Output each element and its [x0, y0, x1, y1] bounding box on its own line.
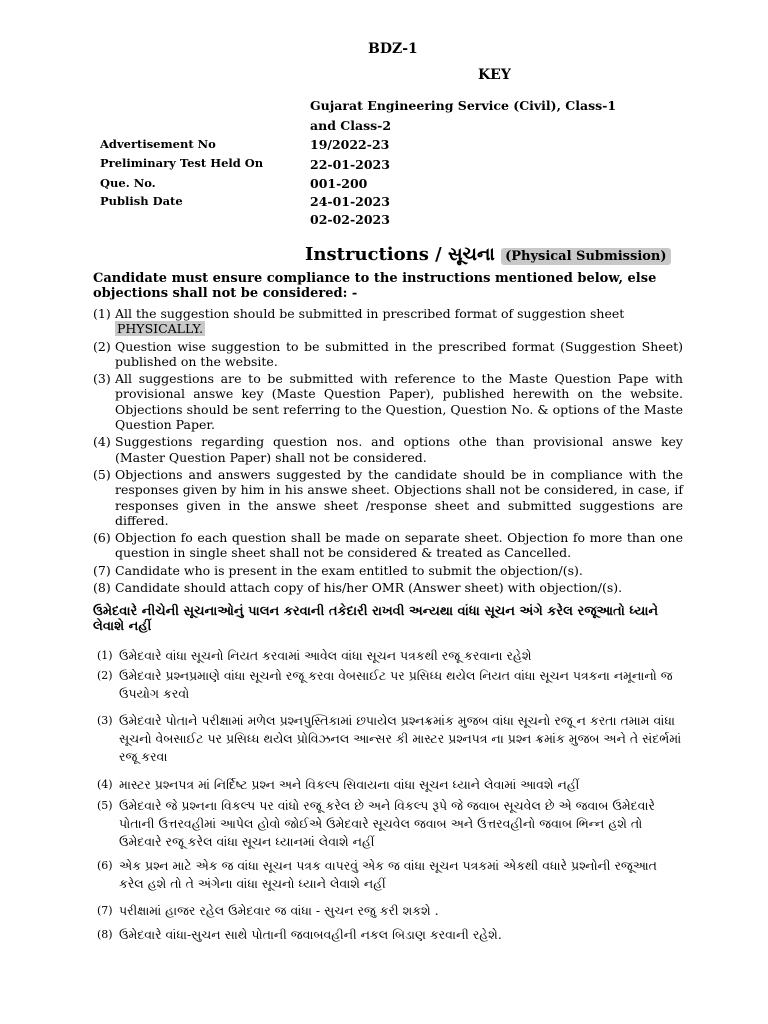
publish-label: Publish Date: [100, 194, 183, 208]
instruction-text: Objection fo each question shall be made on separate sheet. Objection fo more than one question in single sheet shall not be considered & treated as Cancelled.: [115, 530, 683, 561]
instruction-number: (2): [93, 338, 111, 354]
instruction-text: All the suggestion should be submitted in prescribed format of suggestion sheet: [115, 306, 625, 321]
instruction-number: (5): [93, 466, 111, 482]
instruction-text: All suggestions are to be submitted with reference to the Maste Question Pape with provisional answe key (Maste Question Paper), published herewith on the website. Objections should be sent referring to the Question, Question No. & options of the Maste Question Paper.: [115, 371, 683, 433]
instruction-number: (6): [93, 530, 111, 546]
que-label: Que. No.: [100, 176, 156, 190]
gujarati-item-number: (6): [97, 859, 113, 872]
gujarati-item-number: (8): [97, 928, 113, 941]
instruction-item: [93, 306, 683, 337]
exam-title: Gujarat Engineering Service (Civil), Class-1 and Class-2: [310, 98, 617, 133]
gujarati-item-text: પરીક્ષામાં હાજર રહેલ ઉમેદવાર જ વાંધા - સુચન રજુ કરી શકશે .: [119, 903, 439, 918]
prelim-label: Preliminary Test Held On: [100, 156, 264, 170]
instruction-text: Suggestions regarding question nos. and options othe than provisional answe key (Master Question Paper) shall not be considered.: [115, 434, 683, 465]
instruction-number: (8): [93, 580, 111, 596]
gujarati-item-number: (3): [97, 714, 113, 727]
instruction-number: (3): [93, 371, 111, 387]
gujarati-item-text: ઉમેદવારે વાંધા સૂચનો નિયત કરવામાં આવેલ વાંધા સૂચન પત્રકથી રજૂ કરવાના રહેશે: [119, 648, 532, 663]
gujarati-item-text: ઉમેદવારે પોતાને પરીક્ષામાં મળેલ પ્રશ્નપુસ્તિકામાં છપાયેલ પ્રશ્નક્રમાંક મુજબ વાંધા સૂચનો રજૂ ન કરતા તમામ વાંધા સૂચનો વેબસાઈટ પર પ્રસિધ્ધ થયેલ પ્રોવિઝનલ આન્સર કી માસ્ટર પ્રશ્નપત્ર ના પ્રશ્ન ક્રમાંક મુજબ અને તે સંદર્ભમાં રજૂ કરવા: [119, 713, 682, 764]
instruction-item: [93, 371, 683, 432]
gujarati-item-text: ઉમેદવારે વાંધા-સુચન સાથે પોતાની જવાબવહીની નકલ બિડાણ કરવાની રહેશે.: [119, 927, 502, 942]
gujarati-item-text: એક પ્રશ્ન માટે એક જ વાંધા સૂચન પત્રક વાપરવું એક જ વાંધા સૂચન પત્રકમાં એકથી વધારે પ્રશ્નોની રજૂઆત કરેલ હશે તો તે અંગેના વાંધા સૂચનો ધ્યાને લેવાશે નહીં: [119, 858, 657, 891]
instruction-text: Candidate who is present in the exam entitled to submit the objection/(s).: [115, 562, 583, 578]
gujarati-item-text: માસ્ટર પ્રશ્નપત્ર માં નિર્દિષ્ટ પ્રશ્ન અને વિકલ્પ સિવાયના વાંધા સૂચન ધ્યાને લેવામાં આવશે નહીં: [119, 777, 580, 792]
que-value: 001-200: [310, 176, 368, 191]
advertisement-value: 19/2022-23: [310, 137, 390, 152]
instruction-item: [93, 563, 683, 578]
instructions-heading: [305, 244, 671, 265]
instruction-number: (7): [93, 562, 111, 578]
instructions-title: Instructions / સૂચના: [305, 244, 495, 265]
extra-date: 02-02-2023: [310, 212, 390, 227]
key-label: KEY: [478, 67, 511, 83]
advertisement-label: Advertisement No: [100, 137, 216, 151]
gujarati-item-number: (1): [97, 649, 113, 662]
gujarati-item-number: (5): [97, 799, 113, 812]
instruction-number: (1): [93, 306, 111, 321]
instruction-text: Objections and answers suggested by the candidate should be in compliance with the responses given by him in his answe sheet. Objections shall not be considered, in case, if responses given in the answe sheet /response sheet and submitted suggestions are differed.: [115, 466, 683, 528]
instructions-list: [93, 306, 683, 597]
prelim-value: 22-01-2023: [310, 157, 390, 172]
instruction-item: [93, 530, 683, 561]
instruction-item: [93, 339, 683, 370]
gujarati-item-number: (7): [97, 904, 113, 917]
physically-highlight: PHYSICALLY.: [117, 321, 204, 337]
instructions-intro: Candidate must ensure compliance to the instructions mentioned below, else objections shall not be considered: -: [93, 271, 657, 301]
instruction-number: (4): [93, 434, 111, 450]
instruction-item: [93, 434, 683, 465]
paper-code: BDZ-1: [368, 41, 418, 57]
instruction-text: Question wise suggestion to be submitted in the prescribed format (Suggestion Sheet) published on the website.: [115, 338, 683, 369]
gujarati-item-text: ઉમેદવારે પ્રશ્નપ્રમાણે વાંધા સૂચનો રજૂ કરવા વેબસાઈટ પર પ્રસિધ્ધ થયેલ નિયત વાંધા સૂચન પત્રકના નમૂનાનો જ ઉપયોગ કરવો: [119, 668, 673, 701]
gujarati-heading: ઉમેદવારે નીચેની સૂચનાઓનું પાલન કરવાની તકેદારી રાખવી અન્યથા વાંધા સૂચન અંગે કરેલ રજૂઆતો ધ્યાને લેવાશે નહીં: [93, 604, 659, 634]
instruction-item: [93, 467, 683, 528]
instruction-item: [93, 580, 683, 595]
publish-value: 24-01-2023: [310, 194, 390, 209]
instruction-text: Candidate should attach copy of his/her OMR (Answer sheet) with objection/(s).: [115, 580, 623, 596]
physical-submission-tag: (Physical Submission): [501, 248, 670, 265]
gujarati-item-number: (2): [97, 669, 113, 682]
gujarati-item-text: ઉમેદવારે જે પ્રશ્નના વિકલ્પ પર વાંધો રજૂ કરેલ છે અને વિકલ્પ રૂપે જે જવાબ સૂચવેલ છે એ જવાબ ઉમેદવારે પોતાની ઉત્તરવહીમાં આપેલ હોવો જોઈએ ઉમેદવારે સૂચવેલ જવાબ અને ઉત્તરવહીનો જવાબ ભિન્ન હશે તો ઉમેદવારે રજૂ કરેલ વાંધા સૂચન ધ્યાનમાં લેવાશે નહીં: [119, 798, 655, 849]
gujarati-item-number: (4): [97, 778, 113, 791]
